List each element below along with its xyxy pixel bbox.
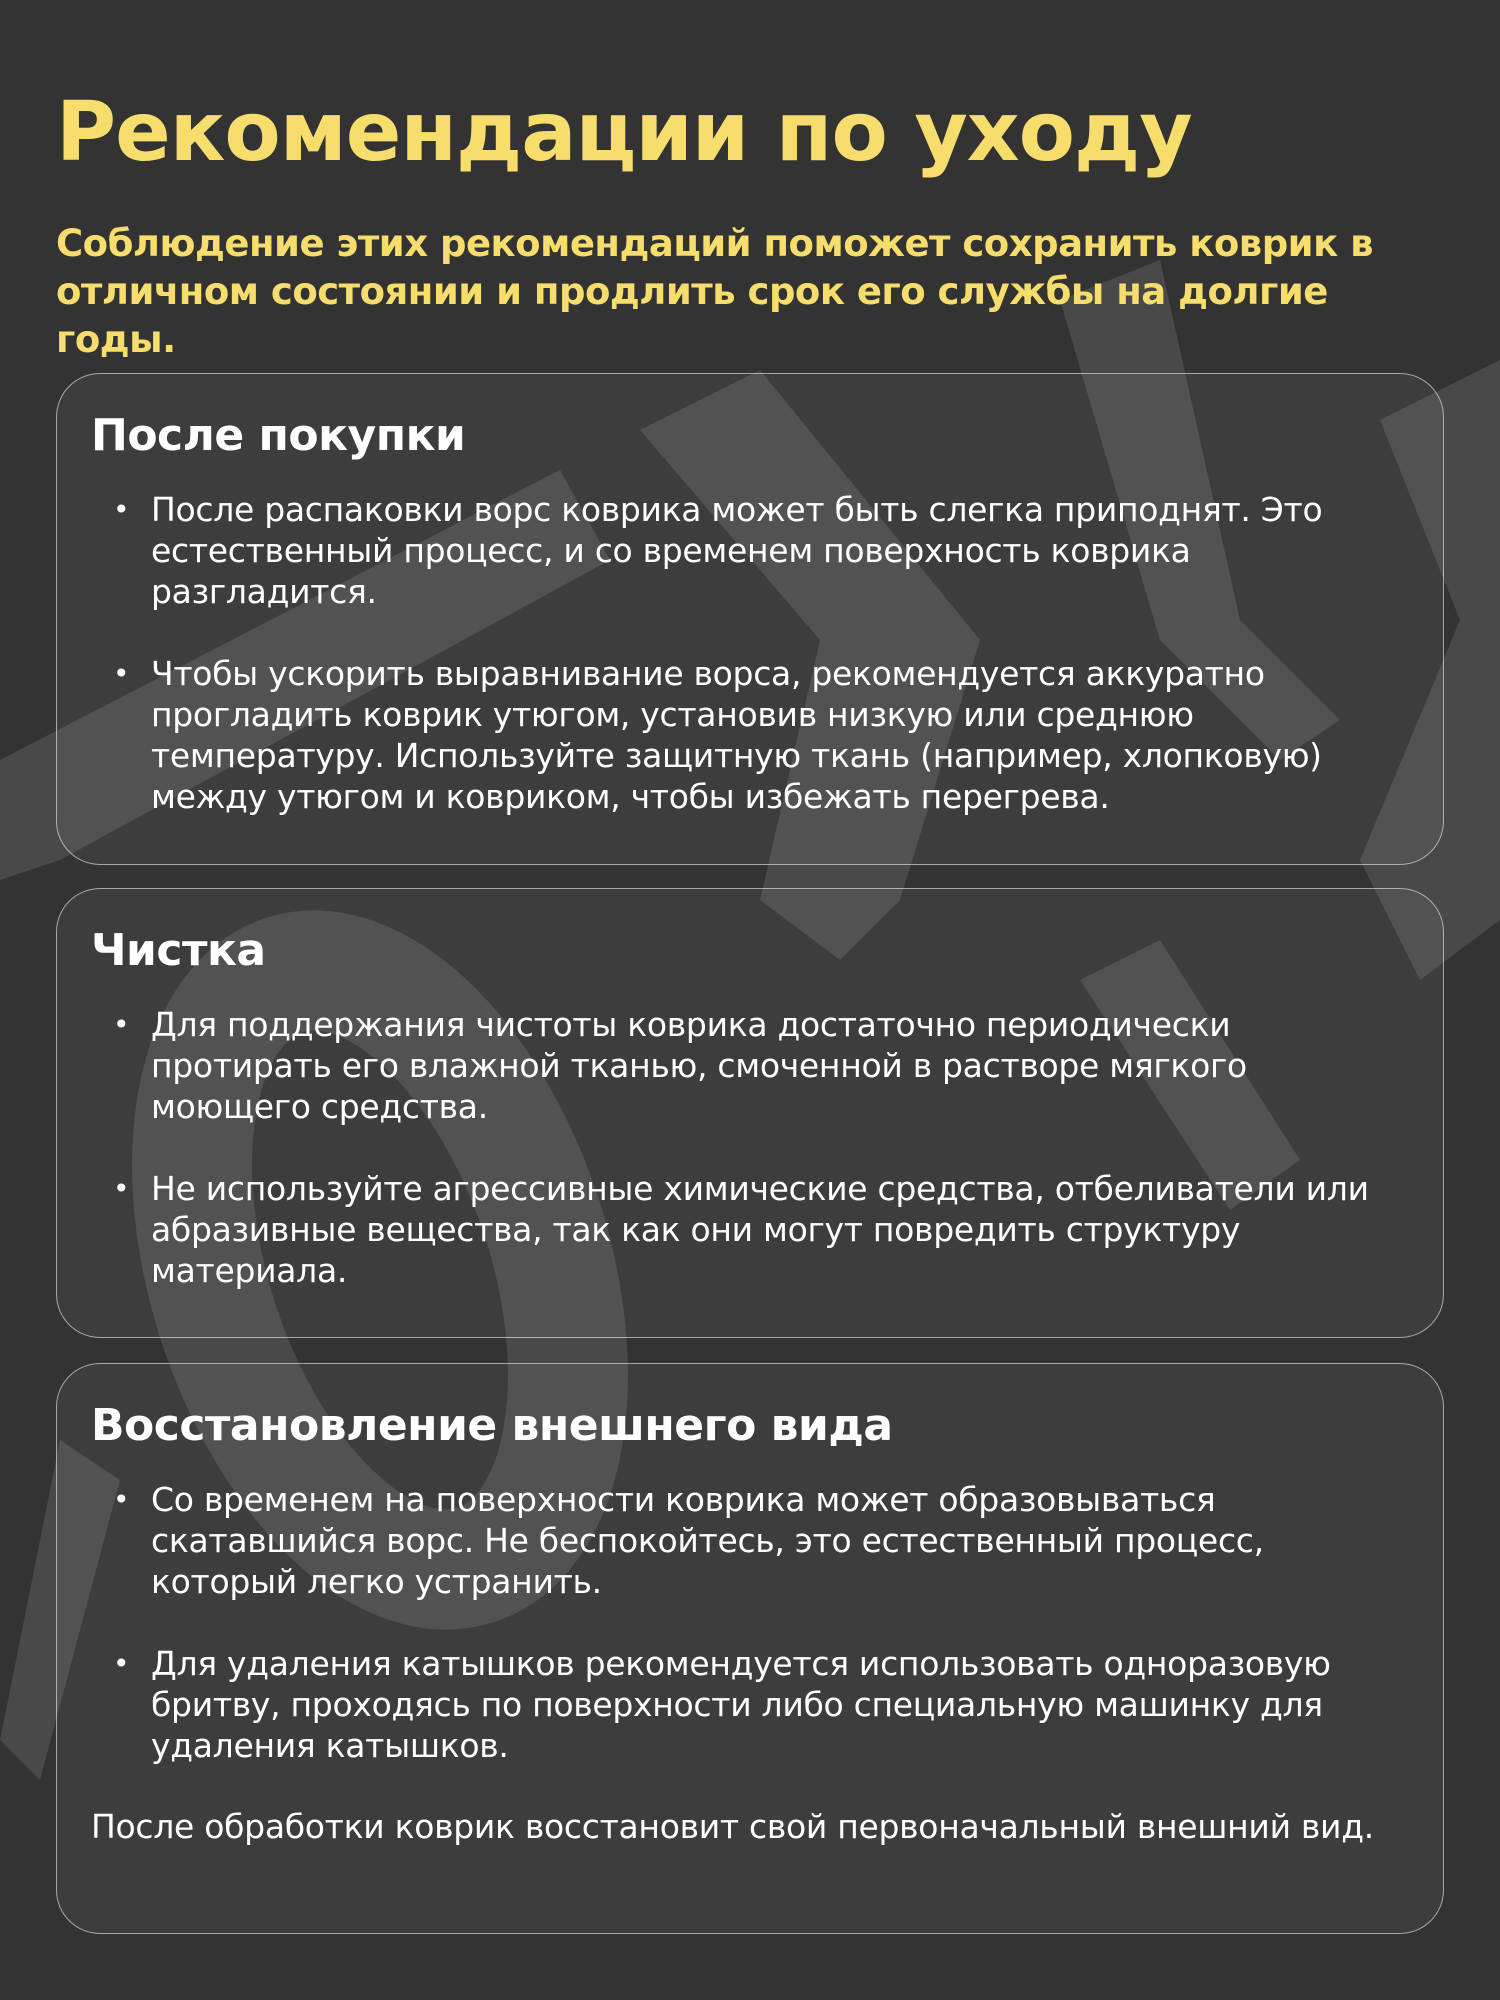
bullet-icon: • [113,492,130,526]
list-item-text: Для поддержания чистоты коврика достаточно периодически протирать его влажной тканью, смоченной в растворе мягкого моющего средства. [151,1004,1247,1126]
bullet-icon: • [113,1482,130,1516]
list-item [91,1643,1407,1766]
list-item-text: Для удаления катышков рекомендуется использовать одноразовую бритву, проходясь по поверхности либо специальную машинку для удаления катышков. [151,1643,1331,1765]
section-cleaning [56,888,1444,1338]
list-item-text: Не используйте агрессивные химические средства, отбеливатели или абразивные вещества, так как они могут повредить структуру материала. [151,1168,1369,1290]
list-item [91,1004,1407,1127]
list-item-text: После распаковки ворс коврика может быть слегка приподнят. Это естественный процесс, и со временем поверхность коврика разгладится. [151,489,1323,611]
section-note: После обработки коврик восстановит свой первоначальный внешний вид. [91,1806,1374,1846]
section-heading: Чистка [91,925,266,976]
list-item [91,489,1407,612]
list-item-text: Со временем на поверхности коврика может образовываться скатавшийся ворс. Не беспокойтесь, это естественный процесс, который легко устранить. [151,1479,1264,1601]
bullet-list [91,1479,1407,1766]
section-heading: После покупки [91,410,466,461]
bullet-icon: • [113,1007,130,1041]
bullet-list [91,489,1407,817]
list-item [91,653,1407,817]
page-title: Рекомендации по уходу [56,85,1192,180]
bullet-icon: • [113,656,130,690]
list-item [91,1168,1407,1291]
section-restoration [56,1363,1444,1934]
section-heading: Восстановление внешнего вида [91,1400,893,1451]
page-subtitle: Соблюдение этих рекомендаций поможет сохранить коврик в отличном состоянии и продлить срок его службы на долгие годы. [56,222,1374,362]
list-item-text: Чтобы ускорить выравнивание ворса, рекомендуется аккуратно прогладить коврик утюгом, установив низкую или среднюю температуру. Используйте защитную ткань (например, хлопковую) между утюгом и ковриком, чтобы избежать перегрева. [151,653,1322,816]
bullet-list [91,1004,1407,1291]
bullet-icon: • [113,1171,130,1205]
bullet-icon: • [113,1646,130,1680]
section-after-purchase [56,373,1444,865]
list-item [91,1479,1407,1602]
